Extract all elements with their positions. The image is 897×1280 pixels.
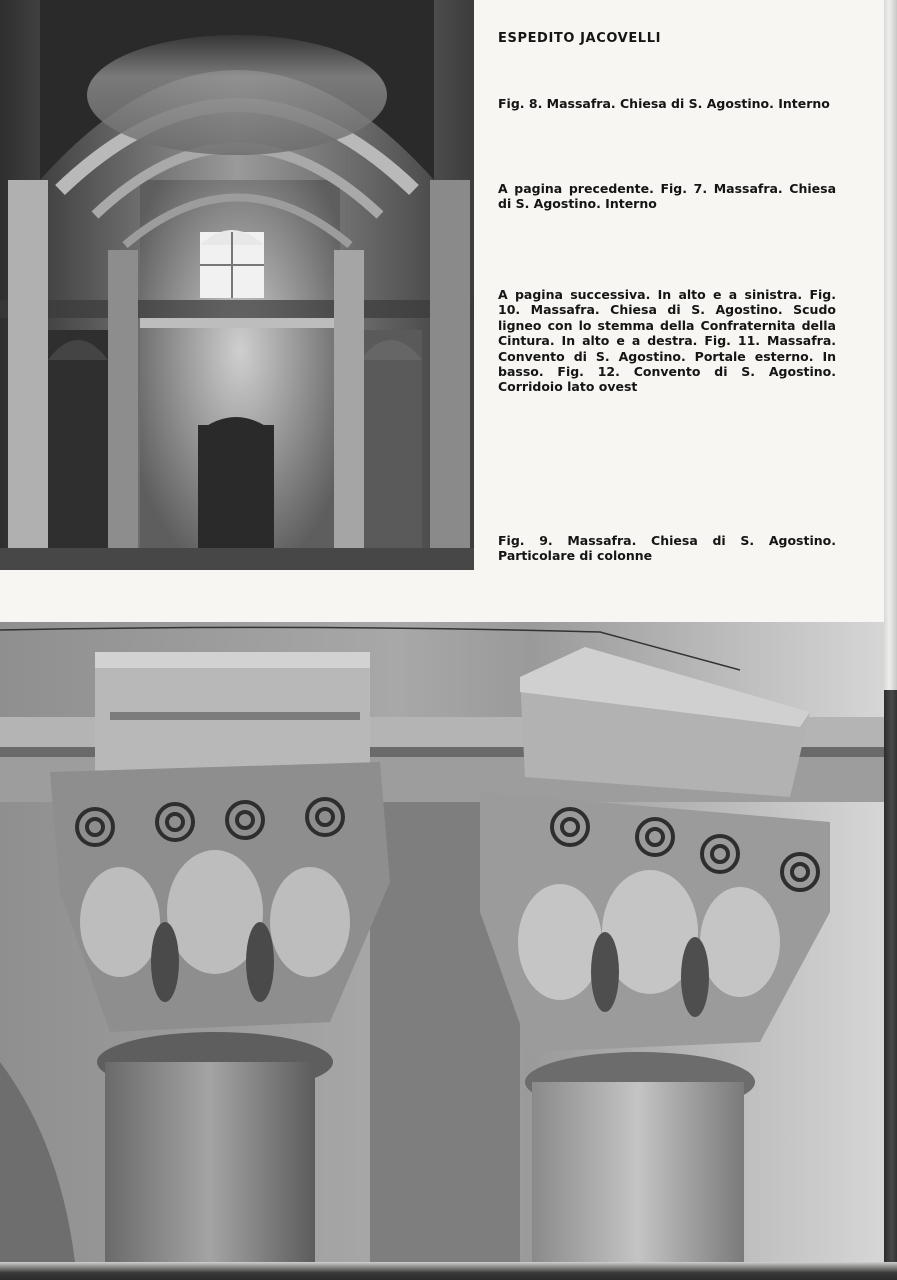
author-name: ESPEDITO JACOVELLI xyxy=(498,31,662,46)
caption-next-page: A pagina successiva. In alto e a sinistra. Fig. 10. Massafra. Chiesa di S. Agostino. Scudo ligneo con lo stemma della Confraternita della Cintura. In alto e a destra. Fig. 11. Massafra. Convento di S. Agostino. Portale esterno. In basso. Fig. 12. Convento di S. Agostino. Corridoio lato ovest xyxy=(498,287,836,395)
church-interior-photo xyxy=(0,0,474,570)
caption-fig-7: A pagina precedente. Fig. 7. Massafra. Chiesa di S. Agostino. Interno xyxy=(498,181,836,212)
caption-fig-8: Fig. 8. Massafra. Chiesa di S. Agostino. Interno xyxy=(498,96,830,111)
caption-fig-9: Fig. 9. Massafra. Chiesa di S. Agostino. Particolare di colonne xyxy=(498,533,836,564)
page-edge-bottom xyxy=(0,1262,897,1280)
column-capitals-photo xyxy=(0,622,884,1262)
page-edge-shadow xyxy=(884,690,897,1280)
